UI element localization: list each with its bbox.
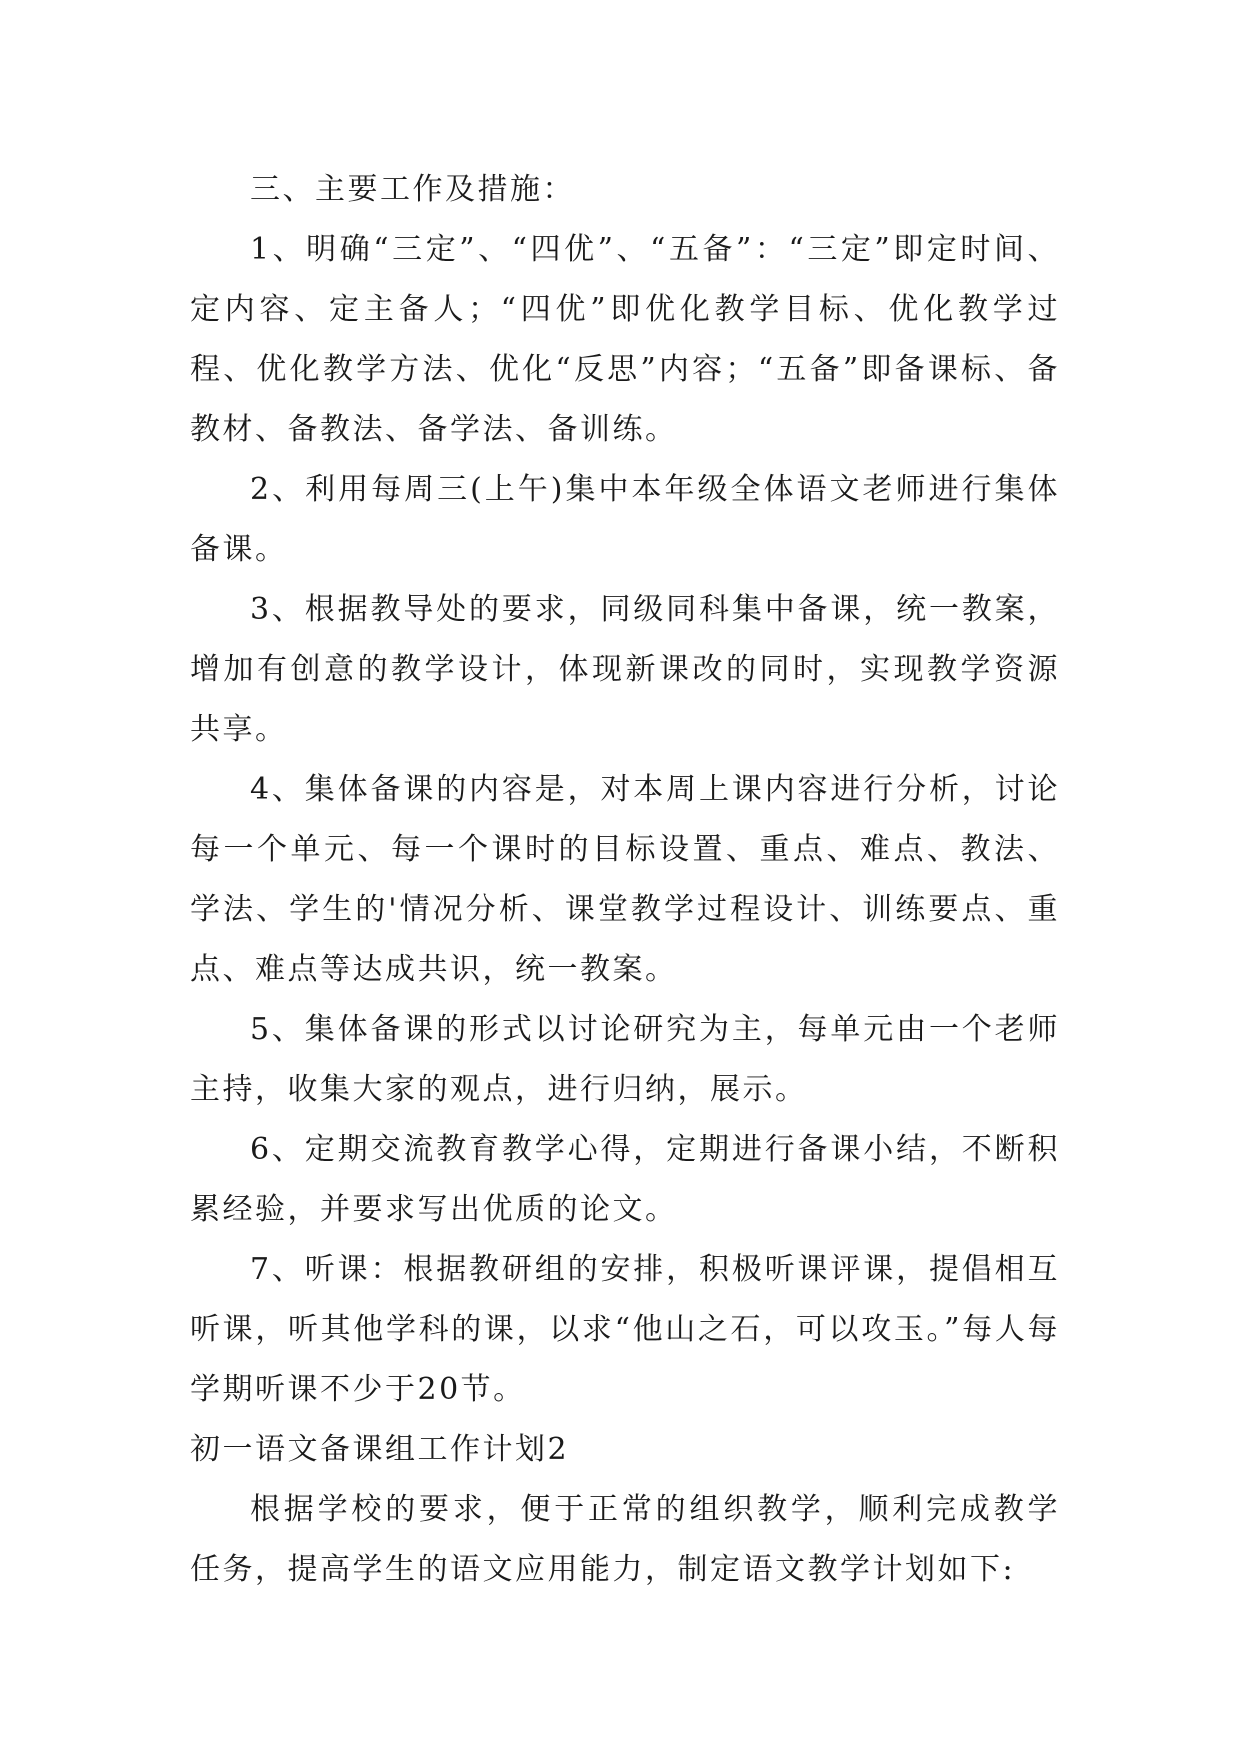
paragraph-item-5: 5、集体备课的形式以讨论研究为主，每单元由一个老师主持，收集大家的观点，进行归纳，展示。 bbox=[190, 1012, 1060, 1107]
paragraph-item-3: 3、根据教导处的要求，同级同科集中备课，统一教案，增加有创意的教学设计，体现新课改的同时，实现教学资源共享。 bbox=[190, 592, 1060, 747]
paragraph-item-7: 7、听课：根据教研组的安排，积极听课评课，提倡相互听课，听其他学科的课，以求“他山之石，可以攻玉。”每人每学期听课不少于20节。 bbox=[190, 1252, 1060, 1407]
paragraph-item-4: 4、集体备课的内容是，对本周上课内容进行分析，讨论每一个单元、每一个课时的目标设置、重点、难点、教法、学法、学生的'情况分析、课堂教学过程设计、训练要点、重点、难点等达成共识，统一教案。 bbox=[190, 772, 1060, 987]
closing-paragraph: 根据学校的要求，便于正常的组织教学，顺利完成教学任务，提高学生的语文应用能力，制定语文教学计划如下: bbox=[190, 1492, 1060, 1587]
paragraph-item-2: 2、利用每周三(上午)集中本年级全体语文老师进行集体备课。 bbox=[190, 472, 1060, 567]
paragraph-item-1: 1、明确“三定”、“四优”、“五备”：“三定”即定时间、定内容、定主备人；“四优”即优化教学目标、优化教学过程、优化教学方法、优化“反思”内容；“五备”即备课标、备教材、备教法、备学法、备训练。 bbox=[190, 232, 1060, 447]
section-heading-main-work: 三、主要工作及措施： bbox=[250, 172, 575, 207]
document-body bbox=[190, 160, 1060, 1600]
paragraph-item-6: 6、定期交流教育教学心得，定期进行备课小结，不断积累经验，并要求写出优质的论文。 bbox=[190, 1132, 1060, 1227]
section-title: 初一语文备课组工作计划2 bbox=[190, 1432, 570, 1467]
